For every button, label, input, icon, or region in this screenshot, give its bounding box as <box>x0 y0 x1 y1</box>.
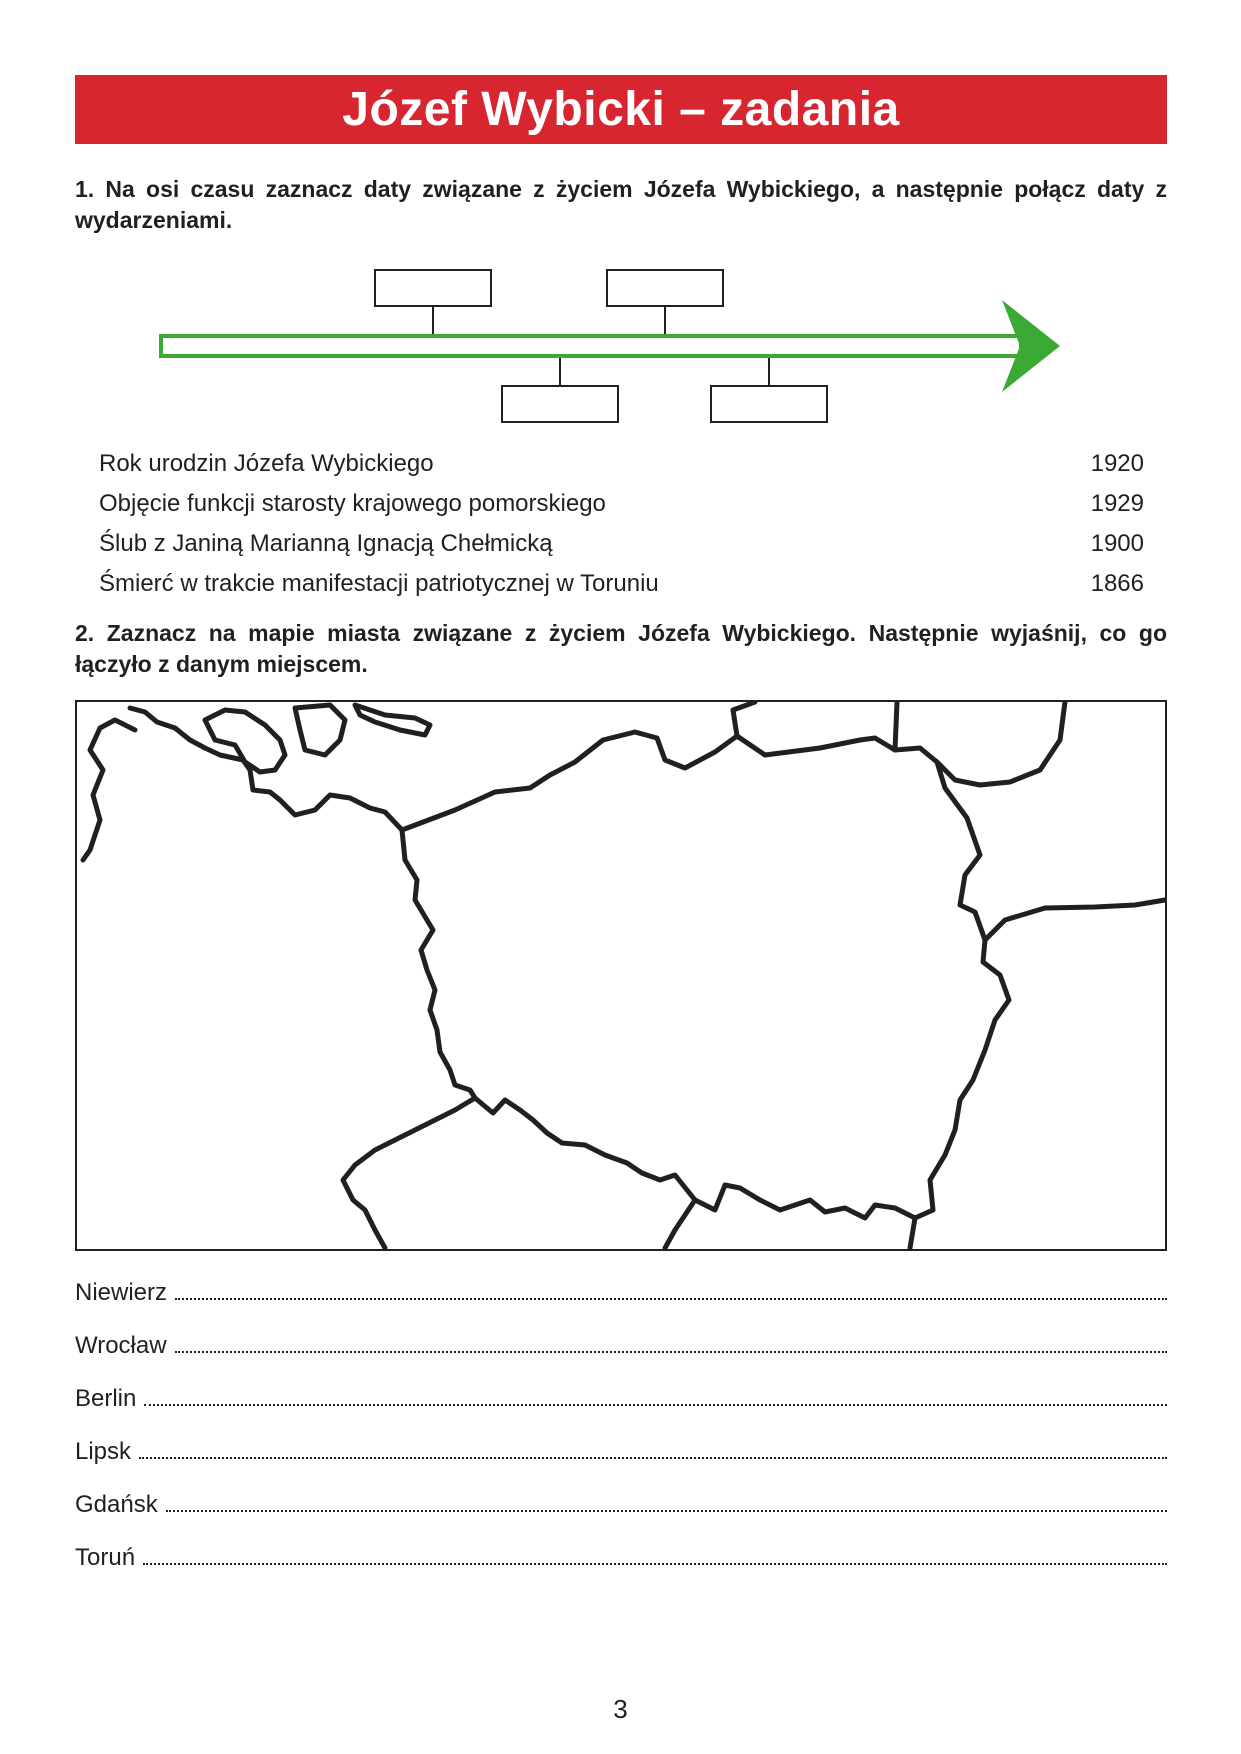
event-label: Rok urodzin Józefa Wybickiego <box>99 450 434 477</box>
timeline-date-box-2[interactable] <box>607 270 723 306</box>
event-row <box>99 444 1144 484</box>
city-name: Toruń <box>75 1544 136 1571</box>
kaliningrad-east <box>895 702 897 750</box>
answer-line[interactable] <box>139 1439 1167 1459</box>
outline-map[interactable] <box>75 700 1167 1251</box>
city-row <box>75 1332 1167 1385</box>
event-row <box>99 524 1144 564</box>
city-row <box>75 1491 1167 1544</box>
event-label: Śmierć w trakcie manifestacji patriotycznej w Toruniu <box>99 570 659 597</box>
city-row <box>75 1279 1167 1332</box>
task-2-instruction: 2. Zaznacz na mapie miasta związane z życiem Józefa Wybickiego. Następnie wyjaśnij, co go łączyło z danym miejscem. <box>75 620 1167 677</box>
answer-line[interactable] <box>166 1492 1167 1512</box>
city-name: Berlin <box>75 1385 137 1412</box>
page-title: Józef Wybicki – zadania <box>75 75 1167 144</box>
event-year: 1900 <box>1090 530 1144 557</box>
event-year: 1920 <box>1090 450 1144 477</box>
page-number: 3 <box>613 1694 628 1724</box>
task-1-instruction: 1. Na osi czasu zaznacz daty związane z życiem Józefa Wybickiego, a następnie połącz daty z wydarzeniami. <box>75 176 1167 233</box>
event-label: Objęcie funkcji starosty krajowego pomorskiego <box>99 490 606 517</box>
answer-line[interactable] <box>144 1386 1167 1406</box>
timeline <box>150 262 1070 432</box>
city-name: Lipsk <box>75 1438 132 1465</box>
cities-list <box>75 1279 1167 1597</box>
event-label: Ślub z Janiną Marianną Ignacją Chełmicką <box>99 530 553 557</box>
answer-line[interactable] <box>175 1280 1167 1300</box>
answer-line[interactable] <box>143 1545 1167 1565</box>
city-row <box>75 1544 1167 1597</box>
event-row <box>99 564 1144 604</box>
city-name: Wrocław <box>75 1332 167 1359</box>
timeline-date-box-1[interactable] <box>375 270 491 306</box>
event-year: 1866 <box>1090 570 1144 597</box>
timeline-date-box-4[interactable] <box>711 386 827 422</box>
answer-line[interactable] <box>175 1333 1167 1353</box>
city-row <box>75 1438 1167 1491</box>
city-row <box>75 1385 1167 1438</box>
city-name: Gdańsk <box>75 1491 158 1518</box>
event-row <box>99 484 1144 524</box>
timeline-arrow-shaft <box>161 336 1021 356</box>
city-name: Niewierz <box>75 1279 168 1306</box>
event-year: 1929 <box>1090 490 1144 517</box>
events-list <box>99 444 1144 604</box>
timeline-date-box-3[interactable] <box>502 386 618 422</box>
